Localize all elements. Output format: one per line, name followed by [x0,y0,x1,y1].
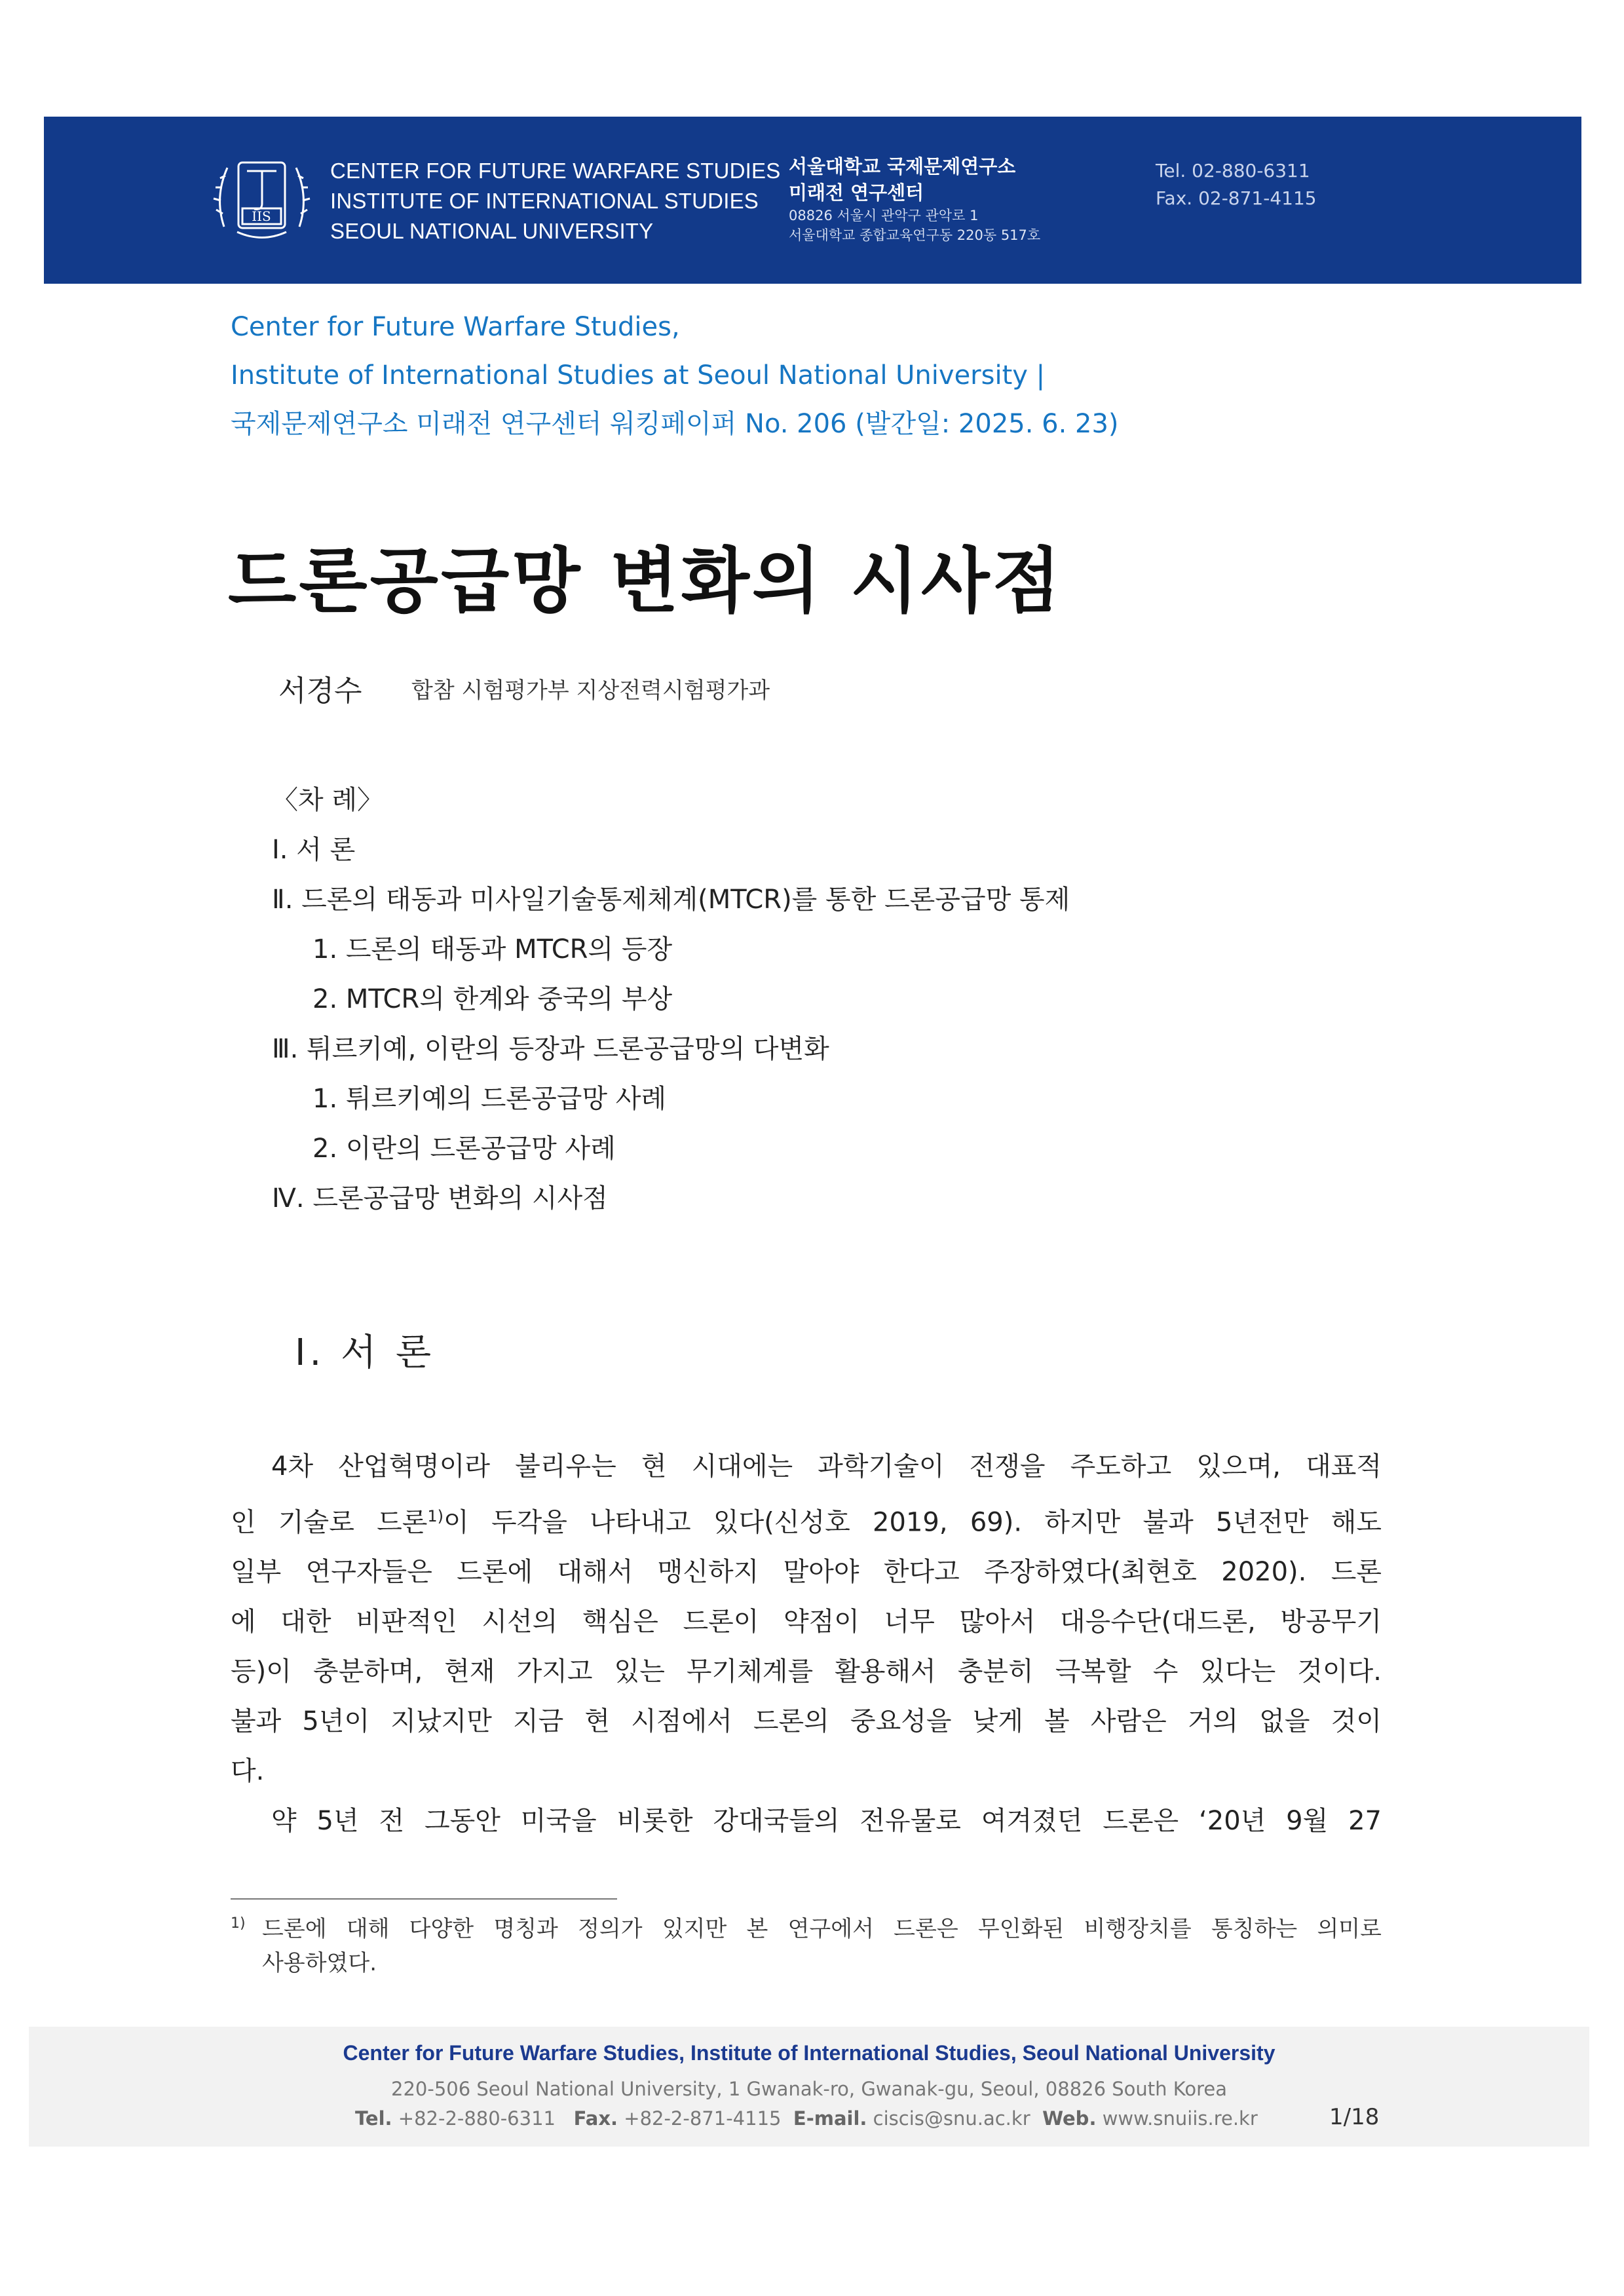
page-footer [29,2027,1589,2147]
series-info [231,303,1119,448]
footnote-line-2: 사용하였다. [262,1950,377,1976]
body-line: 등)이 충분하며, 현재 가지고 있는 무기체계를 활용해서 충분히 극복할 수 있다는 것이다. [231,1656,1382,1687]
body-line [231,1491,1382,1547]
series-line-3: 국제문제연구소 미래전 연구센터 워킹페이퍼 No. 206 (발간일: 2025. 6. 23) [231,409,1119,439]
header-banner [44,117,1581,284]
body-text [231,1442,1382,1846]
institute-emblem-icon [211,148,312,246]
body-line-part: 인 기술로 드론 [231,1507,428,1538]
footer-org-name: Center for Future Warfare Studies, Institute of International Studies, Seoul National University [343,2041,1275,2065]
toc-subitem: 1. 드론의 태동과 MTCR의 등장 [312,934,673,965]
series-line-1: Center for Future Warfare Studies, [231,312,680,342]
header-en-line-2: INSTITUTE OF INTERNATIONAL STUDIES [330,189,759,213]
toc-item: Ⅱ. 드론의 태동과 미사일기술통제체계(MTCR)를 통한 드론공급망 통제 [272,885,1070,915]
footer-web-label: Web. [1042,2107,1097,2130]
toc-subitem: 2. 이란의 드론공급망 사례 [312,1134,616,1164]
header-tel: Tel. 02-880-6311 [1156,160,1310,182]
footer-web[interactable]: www.snuiis.re.kr [1102,2107,1258,2130]
header-en-line-1: CENTER FOR FUTURE WARFARE STUDIES [330,159,781,183]
header-address-2: 서울대학교 종합교육연구동 220동 517호 [789,227,1041,243]
logo-text: IIS [252,208,271,224]
header-en-line-3: SEOUL NATIONAL UNIVERSITY [330,219,654,243]
body-line: 에 대한 비판적인 시선의 핵심은 드론이 약점이 너무 많아서 대응수단(대드론, 방공무기 [231,1607,1382,1637]
body-line: 4차 산업혁명이라 불리우는 현 시대에는 과학기술이 전쟁을 주도하고 있으며, 대표적 [271,1451,1382,1482]
footnote-line-1: 드론에 대해 다양한 명칭과 정의가 있지만 본 연구에서 드론은 무인화된 비행장치를 통칭하는 의미로 [262,1916,1382,1942]
toc-item: Ⅲ. 튀르키예, 이란의 등장과 드론공급망의 다변화 [272,1034,829,1064]
toc-heading: 〈차 례〉 [272,785,383,815]
body-line-part: 이 두각을 나타내고 있다(신성호 2019, 69). 하지만 불과 5년전만 해도 [444,1507,1382,1538]
author-affiliation: 합참 시험평가부 지상전력시험평가과 [411,678,770,704]
header-ko-title-2: 미래전 연구센터 [789,182,924,204]
table-of-contents [272,775,1070,1223]
series-line-2: Institute of International Studies at Seoul National University | [231,360,1046,391]
footer-fax: +82-2-871-4115 [624,2107,782,2130]
toc-subitem: 2. MTCR의 한계와 중국의 부상 [312,984,673,1014]
body-line: 일부 연구자들은 드론에 대해서 맹신하지 말아야 한다고 주장하였다(최현호 2020). 드론 [231,1557,1382,1588]
header-address-1: 08826 서울시 관악구 관악로 1 [789,208,979,223]
body-line: 다. [231,1756,265,1787]
page-number: 1/18 [1329,2104,1380,2130]
toc-item: Ⅳ. 드론공급망 변화의 시사점 [272,1183,608,1214]
footer-email[interactable]: ciscis@snu.ac.kr [873,2107,1030,2130]
header-ko-title-1: 서울대학교 국제문제연구소 [789,155,1016,178]
body-line: 불과 5년이 지났지만 지금 현 시점에서 드론의 중요성을 낮게 볼 사람은 거의 없을 것이 [231,1706,1382,1737]
author-name: 서경수 [278,674,362,708]
header-fax: Fax. 02-871-4115 [1156,187,1317,209]
header-contact [1156,157,1317,212]
footer-address: 220-506 Seoul National University, 1 Gwanak-ro, Gwanak-gu, Seoul, 08826 South Korea [391,2078,1227,2100]
toc-subitem: 1. 튀르키예의 드론공급망 사례 [312,1084,666,1114]
footnote-number: 1) [231,1915,246,1932]
footnote [231,1912,1382,1980]
section-heading: Ⅰ. 서 론 [295,1331,436,1374]
footer-contact [355,2107,1258,2130]
header-korean-block [789,153,1040,245]
paper-title: 드론공급망 변화의 시사점 [228,541,1063,622]
footer-tel-label: Tel. [355,2107,392,2130]
footer-email-label: E-mail. [793,2107,867,2130]
footnote-divider [231,1898,617,1900]
body-line: 약 5년 전 그동안 미국을 비롯한 강대국들의 전유물로 여겨졌던 드론은 ‘20년 9월 27 [271,1806,1382,1837]
header-english-lines [330,156,780,246]
footer-tel: +82-2-880-6311 [398,2107,556,2130]
footer-fax-label: Fax. [573,2107,618,2130]
footnote-marker: 1) [427,1507,444,1525]
toc-item: Ⅰ. 서 론 [272,835,356,865]
